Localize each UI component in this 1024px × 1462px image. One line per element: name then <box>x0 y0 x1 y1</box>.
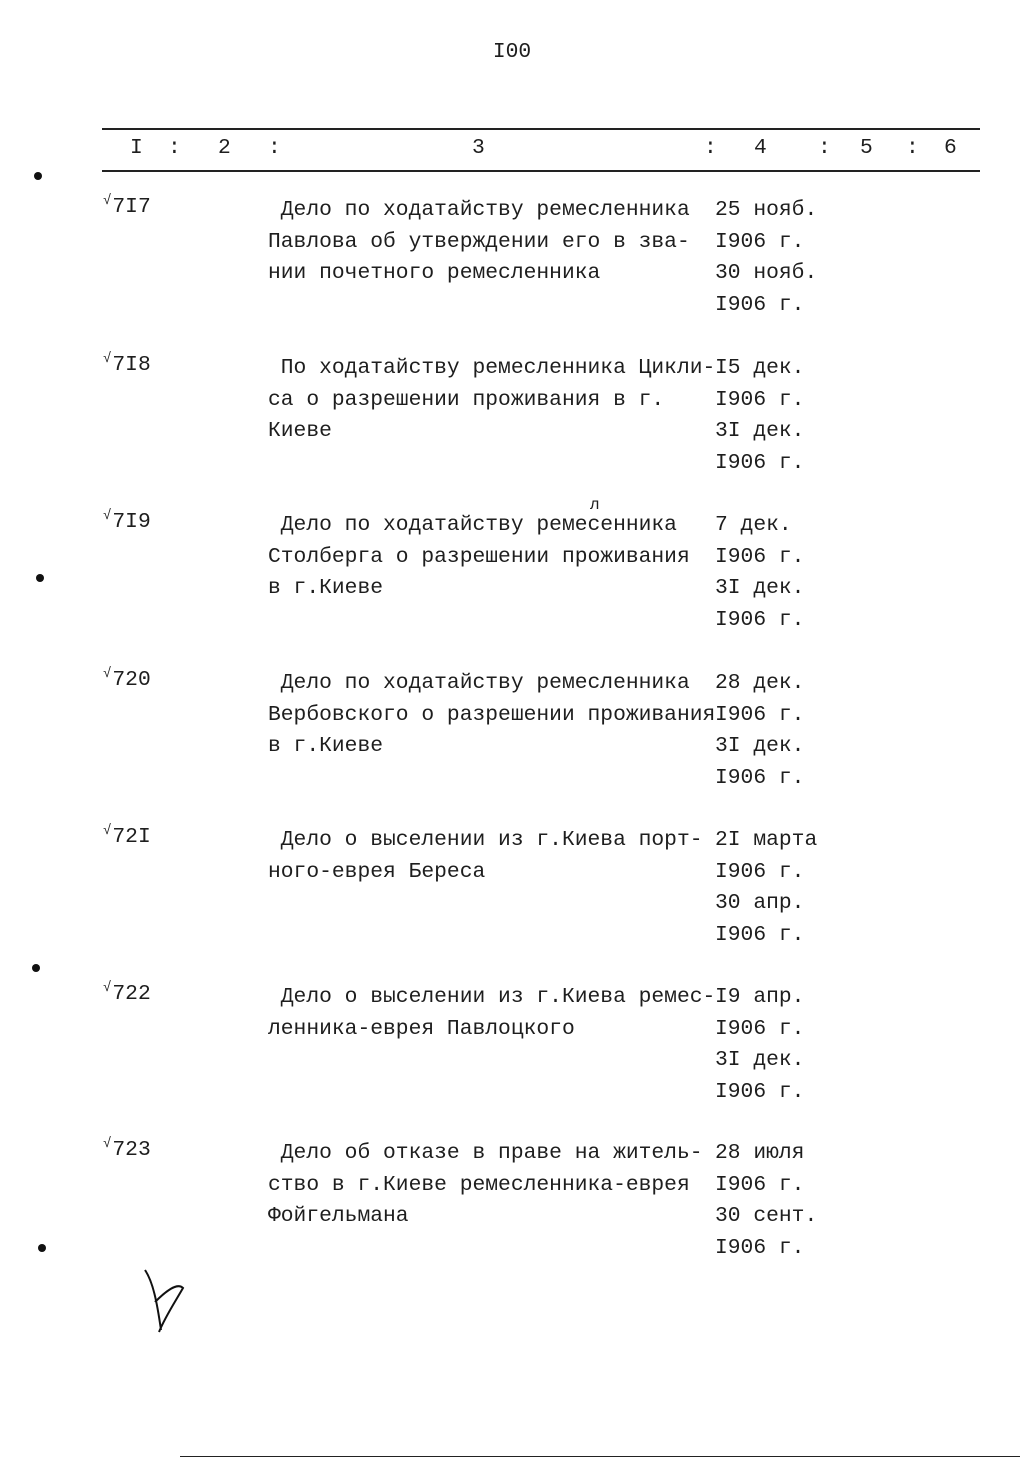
punch-hole-mark <box>38 1244 46 1252</box>
date-line: I5 дек. <box>715 356 805 380</box>
description-line: Дело по ходатайству ремесленника <box>268 198 690 222</box>
table-top-rule <box>102 128 980 130</box>
column-separator: : <box>704 136 717 160</box>
description-line: Столберга о разрешении проживания <box>268 544 690 569</box>
list-item <box>0 825 1024 982</box>
column-separator: : <box>168 136 181 160</box>
entry-description <box>268 510 718 605</box>
date-line: I906 г. <box>715 765 805 790</box>
entry-number-text: 720 <box>112 668 151 692</box>
column-separator: : <box>818 136 831 160</box>
date-line: 3I дек. <box>715 419 805 443</box>
column-header-5: 5 <box>860 136 873 160</box>
entry-number <box>103 195 151 219</box>
date-line: 3I дек. <box>715 734 805 758</box>
description-line: ленника-еврея Павлоцкого <box>268 1016 575 1041</box>
description-line: Павлова об утверждении его в зва- <box>268 229 690 254</box>
checkmark-icon: √ <box>103 666 112 682</box>
description-line: Дело по ходатайству ремесленника <box>268 671 690 695</box>
checkmark-icon: √ <box>103 980 112 996</box>
description-line: в г.Киеве <box>268 576 384 600</box>
entry-dates <box>715 353 804 479</box>
entry-dates <box>715 1138 817 1264</box>
description-line: Дело по ходатайству ремесенника <box>268 513 677 537</box>
punch-hole-mark <box>34 172 42 180</box>
entry-dates <box>715 825 817 951</box>
column-header-6: 6 <box>944 136 957 160</box>
list-item <box>0 195 1024 352</box>
column-separator: : <box>906 136 919 160</box>
date-line: I906 г. <box>715 1016 805 1041</box>
date-line: 7 дек. <box>715 513 792 537</box>
list-item <box>0 668 1024 825</box>
description-line: Дело об отказе в праве на житель- <box>268 1141 703 1165</box>
checkmark-icon: √ <box>103 193 112 209</box>
entry-dates <box>715 982 804 1108</box>
date-line: 28 июля <box>715 1141 805 1165</box>
entry-number <box>103 353 151 377</box>
entry-description <box>268 1138 718 1233</box>
entry-number-text: 72I <box>112 825 151 849</box>
entry-number-text: 722 <box>112 982 151 1006</box>
entry-dates <box>715 510 804 636</box>
date-line: 3I дек. <box>715 576 805 600</box>
entry-description <box>268 668 718 763</box>
date-line: I906 г. <box>715 1235 805 1260</box>
punch-hole-mark <box>36 574 44 582</box>
column-separator: : <box>268 136 281 160</box>
date-line: 30 сент. <box>715 1204 818 1228</box>
date-line: I906 г. <box>715 229 805 254</box>
table-header-rule <box>102 170 980 172</box>
description-line: Киеве <box>268 419 332 443</box>
entry-description <box>268 982 718 1045</box>
entry-number <box>103 668 151 692</box>
date-line: 30 апр. <box>715 891 805 915</box>
entry-number <box>103 825 151 849</box>
entry-description <box>268 195 718 290</box>
entry-number-text: 7I9 <box>112 510 151 534</box>
page-bottom-rule <box>180 1456 1020 1457</box>
handwritten-insertion: л <box>590 496 600 514</box>
date-line: 3I дек. <box>715 1048 805 1072</box>
list-item <box>0 496 1024 667</box>
list-item <box>0 982 1024 1139</box>
description-line: са о разрешении проживания в г. <box>268 387 665 412</box>
description-line: ство в г.Киеве ремесленника-еврея <box>268 1172 690 1197</box>
checkmark-icon: √ <box>103 508 112 524</box>
entry-number <box>103 982 151 1006</box>
date-line: 25 нояб. <box>715 198 818 222</box>
column-header-1: I <box>130 136 143 160</box>
date-line: I906 г. <box>715 607 805 632</box>
date-line: I906 г. <box>715 544 805 569</box>
description-line: По ходатайству ремесленника Цикли- <box>268 356 716 380</box>
column-header-2: 2 <box>218 136 231 160</box>
checkmark-icon: √ <box>103 823 112 839</box>
handwritten-signature-mark <box>135 1262 195 1337</box>
date-line: I906 г. <box>715 387 805 412</box>
date-line: I906 г. <box>715 450 805 475</box>
date-line: I906 г. <box>715 922 805 947</box>
date-line: I906 г. <box>715 702 805 727</box>
date-line: I906 г. <box>715 859 805 884</box>
description-line: в г.Киеве <box>268 734 384 758</box>
date-line: 28 дек. <box>715 671 805 695</box>
date-line: I906 г. <box>715 1172 805 1197</box>
entry-dates <box>715 668 804 794</box>
punch-hole-mark <box>32 964 40 972</box>
date-line: 30 нояб. <box>715 261 818 285</box>
description-line: Фойгельмана <box>268 1204 409 1228</box>
description-line: Дело о выселении из г.Киева ремес- <box>268 985 716 1009</box>
date-line: I906 г. <box>715 1079 805 1104</box>
entry-number-text: 7I8 <box>112 353 151 377</box>
description-line: Вербовского о разрешении проживания <box>268 702 716 727</box>
entry-dates <box>715 195 817 321</box>
entry-number-text: 723 <box>112 1138 151 1162</box>
description-line: ного-еврея Береса <box>268 859 486 884</box>
description-line: нии почетного ремесленника <box>268 261 601 285</box>
entry-number-text: 7I7 <box>112 195 151 219</box>
description-line: Дело о выселении из г.Киева порт- <box>268 828 703 852</box>
checkmark-icon: √ <box>103 351 112 367</box>
date-line: 2I марта <box>715 828 818 852</box>
list-item <box>0 353 1024 510</box>
date-line: I906 г. <box>715 292 805 317</box>
column-header-row <box>102 136 980 164</box>
entry-description <box>268 825 718 888</box>
checkmark-icon: √ <box>103 1136 112 1152</box>
entry-number <box>103 1138 151 1162</box>
date-line: I9 апр. <box>715 985 805 1009</box>
entry-description <box>268 353 718 448</box>
column-header-3: 3 <box>472 136 485 160</box>
entry-number <box>103 510 151 534</box>
column-header-4: 4 <box>754 136 767 160</box>
page-number: I00 <box>492 40 532 64</box>
